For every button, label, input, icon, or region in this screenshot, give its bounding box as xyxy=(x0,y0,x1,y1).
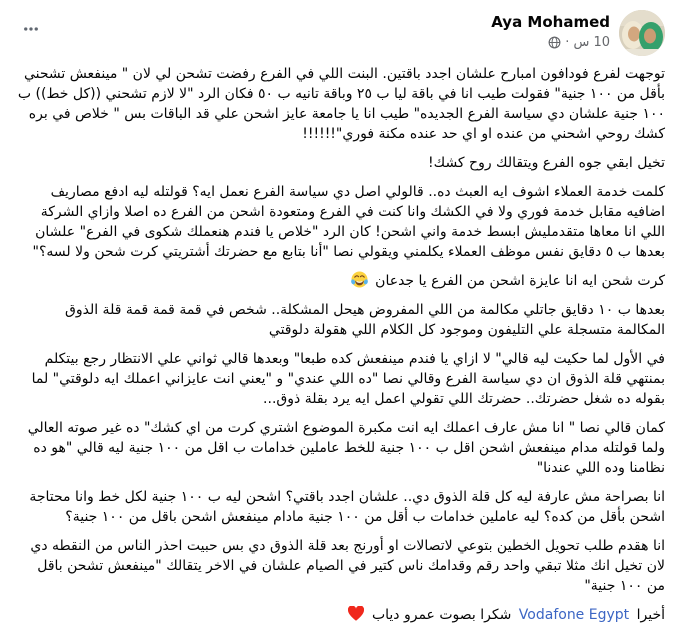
avatar[interactable] xyxy=(619,10,665,56)
post-paragraph: انا هقدم طلب تحويل الخطين بتوعي لاتصالات او أورنج بعد قلة الذوق دي بس حبيت احذر الناس من النقطه دي لان تخيل انك مثلا تبقي واحد رقم وقدامك ناس كتير في الصيام علشان في الاخر يتقالك "مينفعش تشحن باقل من ١٠٠ جنية" xyxy=(30,538,665,594)
laughing-emoji-icon xyxy=(351,271,368,288)
post-paragraph xyxy=(15,605,665,625)
post-time[interactable]: 10 س xyxy=(573,35,610,50)
footer-prefix: أخيرا xyxy=(636,607,665,623)
post-paragraph: كلمت خدمة العملاء اشوف ايه العبث ده.. قالولي اصل دي سياسة الفرع نعمل ايه؟ قولتله ليه ادفع مصاريف اضافيه مقابل خدمة فوري ولا في الكشك وانا كنت في الفرع ومتعودة اشحن من الفرع ده اصلا وازاي الشركة اللي انا معاها متقدمليش ابسط خدمة واني اشحن! كان الرد "خلاص يا فندم هنعملك شكوى في الفرع" علشان بعدها ب ٥ دقايق نفس موظف العملاء يكلمني ويقولي نصا "أنا بتابع مع حضرتك أشتريتي كرت شحن ولا لسه؟" xyxy=(32,184,665,260)
post-paragraph: بعدها ب ١٠ دقايق جاتلي مكالمة من اللي المفروض هيحل المشكلة.. شخص في قمة قمة قمة قلة الذوق المكالمة متسجلة علي التليفون وموجود كل الكلام اللي هقولة دلوقتي xyxy=(64,302,665,338)
paragraph-text: كرت شحن ايه انا عايزة اشحن من الفرع يا جدعان xyxy=(375,273,665,289)
footer-suffix: شكرا بصوت عمرو دياب xyxy=(371,607,512,623)
post-options-button[interactable] xyxy=(16,14,46,44)
author-name[interactable]: Aya Mohamed xyxy=(491,13,610,31)
heart-icon xyxy=(348,606,364,621)
ellipsis-icon xyxy=(22,20,40,38)
dot-separator: · xyxy=(565,35,570,50)
author-text-block xyxy=(491,10,610,51)
post-paragraph xyxy=(15,271,665,291)
post-paragraph: كمان قالي نصا " انا مش عارف اعملك ايه انت مكبرة الموضوع اشتري كرت من اي كشك" ده غير صوته العالي ولما قولتله مدام مينفعش اشحن اقل ب ١٠٠ جنية للخط عاملين خدامات ب اقل من ١٠٠ جنية ليه قالي "هو ده نظامنا وده اللي عندنا" xyxy=(27,420,665,476)
post-header xyxy=(0,0,680,60)
post-paragraph: في الأول لما حكيت ليه قالي" لا ازاي يا فندم مينفعش كده طبعا" وبعدها قالي ثواني علي الانتظار رجع بيتكلم بمنتهي قلة الذوق ان دي سياسة الفرع وقالي نصا "ده اللي عندي" و "يعني انت عايزاني اعملك ايه دلوقتي" لما بقوله ده شغل حضرتك.. حضرتك اللي تقولي اعمل ايه يرد بقلة ذوق... xyxy=(31,351,665,407)
post-meta xyxy=(491,34,610,51)
post-paragraph: انا بصراحة مش عارفة ليه كل قلة الذوق دي.. علشان اجدد باقتي؟ اشحن ليه ب ١٠٠ جنية لكل خط وانا محتاجة اشحن بأقل من كده؟ ليه عاملين خدامات ب أقل من ١٠٠ جنية مادام مينفعش اشحن باقل من ١٠٠ جنية؟ xyxy=(29,489,665,525)
author-block xyxy=(491,10,665,56)
post-content xyxy=(0,60,680,625)
globe-icon xyxy=(548,36,561,49)
post-paragraph: توجهت لفرع فودافون امبارح علشان اجدد باقتين. البنت اللي في الفرع رفضت تشحن لي لان " مينفعش تشحني بأقل من ١٠٠ جنية" فقولت طيب انا في باقة ليا ب ٢٥ وباقة تانيه ب ٥٠ فكان الرد "لا لازم تشحني ((كل خط)) ب ١٠٠ جنية علشان دي سياسة الفرع الجديده" طيب انا يا جامعة عايز اشحن علي قد الباقات بس " خلاص في بره كشك روحي اشحني من عنده او اي حد عنده مكنة فوري"!!!!!! xyxy=(17,66,665,142)
vodafone-egypt-page-link[interactable]: Vodafone Egypt xyxy=(518,607,630,623)
post-paragraph: تخيل ابقي جوه الفرع ويتقالك روح كشك! xyxy=(428,155,665,171)
